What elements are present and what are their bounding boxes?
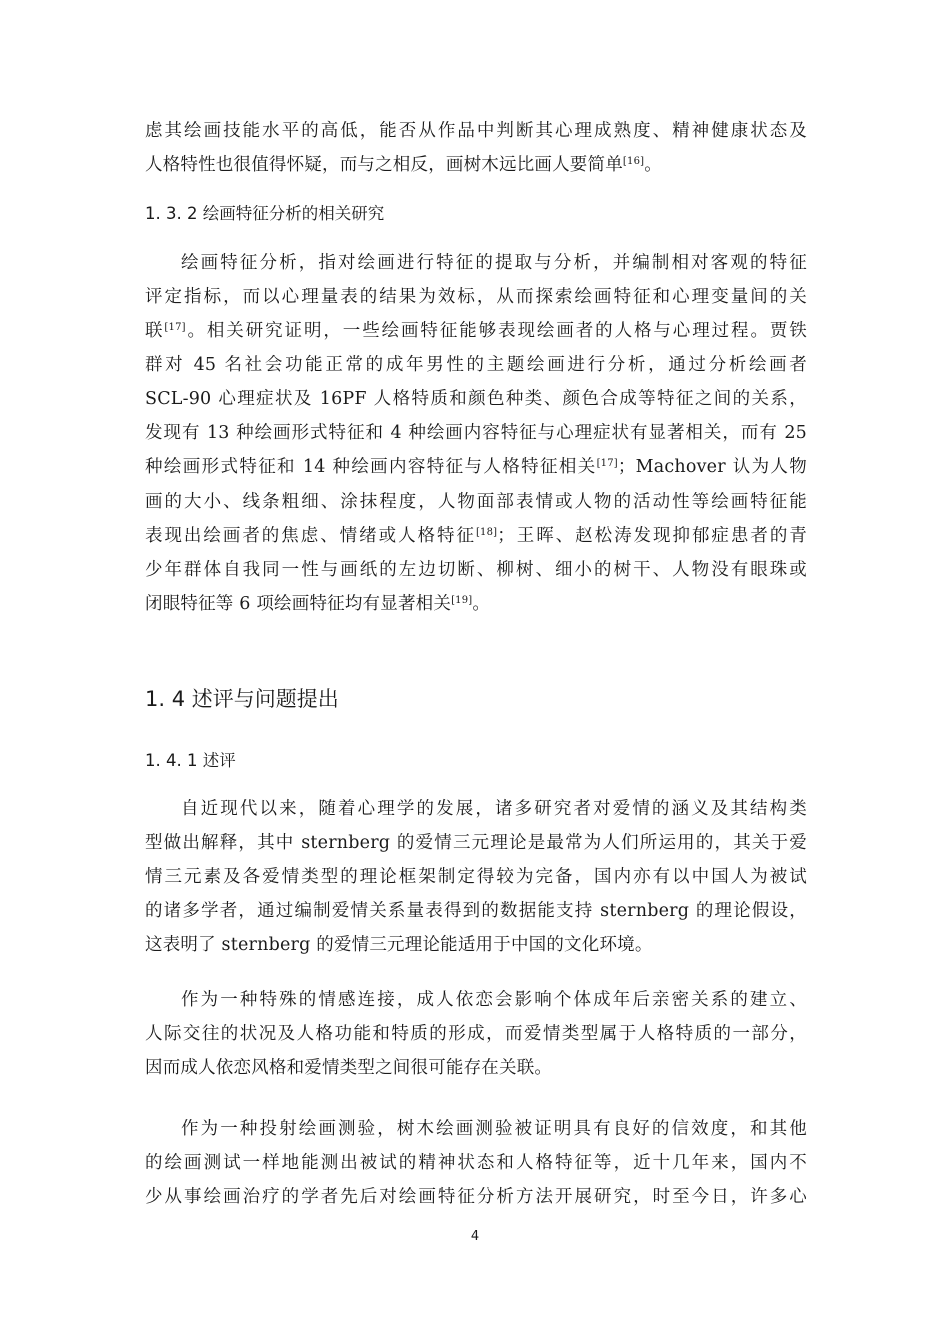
paragraph-line bbox=[145, 319, 807, 343]
citation-ref[interactable]: [19] bbox=[451, 595, 473, 606]
paragraph-line: 这表明了 sternberg 的爱情三元理论能适用于中国的文化环境。 bbox=[145, 935, 653, 955]
citation-ref[interactable]: [16] bbox=[622, 156, 645, 167]
section-heading-1-4-1: 1. 4. 1 述评 bbox=[145, 751, 236, 770]
citation-ref[interactable]: [17] bbox=[596, 458, 618, 469]
paragraph-line: 情三元素及各爱情类型的理论框架制定得较为完备，国内亦有以中国人为被试 bbox=[145, 867, 807, 887]
line-text: ；王晖、赵松涛发现抑郁症患者的青 bbox=[497, 526, 807, 546]
line-text: ；Machover 认为人物 bbox=[617, 457, 807, 477]
paragraph-line: 人际交往的状况及人格功能和特质的形成，而爱情类型属于人格特质的一部分， bbox=[145, 1024, 807, 1044]
citation-ref[interactable]: [17] bbox=[164, 322, 186, 333]
paragraph-line: 绘画特征分析，指对绘画进行特征的提取与分析，并编制相对客观的特征 bbox=[181, 253, 807, 273]
paragraph-line bbox=[145, 153, 807, 177]
page-number: 4 bbox=[470, 1229, 480, 1244]
line-text: 表现出绘画者的焦虑、情绪或人格特征 bbox=[145, 526, 476, 546]
paragraph-line: 评定指标，而以心理量表的结果为效标，从而探索绘画特征和心理变量间的关 bbox=[145, 287, 807, 307]
section-heading-1-4: 1. 4 述评与问题提出 bbox=[145, 687, 339, 711]
paragraph-line: 作为一种特殊的情感连接，成人依恋会影响个体成年后亲密关系的建立、 bbox=[181, 990, 807, 1010]
paragraph-line: 发现有 13 种绘画形式特征和 4 种绘画内容特征与心理症状有显著相关，而有 25 bbox=[145, 423, 807, 443]
paragraph-line: 虑其绘画技能水平的高低，能否从作品中判断其心理成熟度、精神健康状态及 bbox=[145, 121, 807, 141]
paragraph-line: 群对 45 名社会功能正常的成年男性的主题绘画进行分析，通过分析绘画者 bbox=[145, 355, 807, 375]
paragraph-line: 的诸多学者，通过编制爱情关系量表得到的数据能支持 sternberg 的理论假设， bbox=[145, 901, 807, 921]
section-heading-1-3-2: 1. 3. 2 绘画特征分析的相关研究 bbox=[145, 204, 385, 223]
paragraph-line: SCL-90 心理症状及 16PF 人格特质和颜色种类、颜色合成等特征之间的关系， bbox=[145, 389, 807, 409]
paragraph-line: 型做出解释，其中 sternberg 的爱情三元理论是最常为人们所运用的，其关于爱 bbox=[145, 833, 807, 853]
line-text: 。 bbox=[472, 594, 491, 614]
line-tail: 。 bbox=[644, 155, 662, 175]
paragraph-line: 少年群体自我同一性与画纸的左边切断、柳树、细小的树干、人物没有眼珠或 bbox=[145, 560, 807, 580]
paragraph-line: 因而成人依恋风格和爱情类型之间很可能存在关联。 bbox=[145, 1058, 553, 1078]
paragraph-line: 画的大小、线条粗细、涂抹程度，人物面部表情或人物的活动性等绘画特征能 bbox=[145, 492, 807, 512]
paragraph-line bbox=[145, 455, 807, 479]
paragraph-line: 作为一种投射绘画测验，树木绘画测验被证明具有良好的信效度，和其他 bbox=[181, 1119, 807, 1139]
citation-ref[interactable]: [18] bbox=[475, 527, 498, 538]
paragraph-line bbox=[145, 524, 807, 548]
line-text: 闭眼特征等 6 项绘画特征均有显著相关 bbox=[145, 594, 452, 614]
paragraph-line: 自近现代以来，随着心理学的发展，诸多研究者对爱情的涵义及其结构类 bbox=[181, 799, 807, 819]
paragraph-line: 的绘画测试一样地能测出被试的精神状态和人格特征等，近十几年来，国内不 bbox=[145, 1153, 807, 1173]
paragraph-line bbox=[145, 592, 807, 616]
line-text: 。相关研究证明，一些绘画特征能够表现绘画者的人格与心理过程。贾铁 bbox=[185, 321, 807, 341]
line-text: 人格特性也很值得怀疑，而与之相反，画树木远比画人要简单 bbox=[145, 155, 623, 175]
line-text: 种绘画形式特征和 14 种绘画内容特征与人格特征相关 bbox=[145, 457, 597, 477]
line-text: 联 bbox=[145, 321, 165, 341]
paragraph-line: 少从事绘画治疗的学者先后对绘画特征分析方法开展研究，时至今日，许多心 bbox=[145, 1187, 807, 1207]
